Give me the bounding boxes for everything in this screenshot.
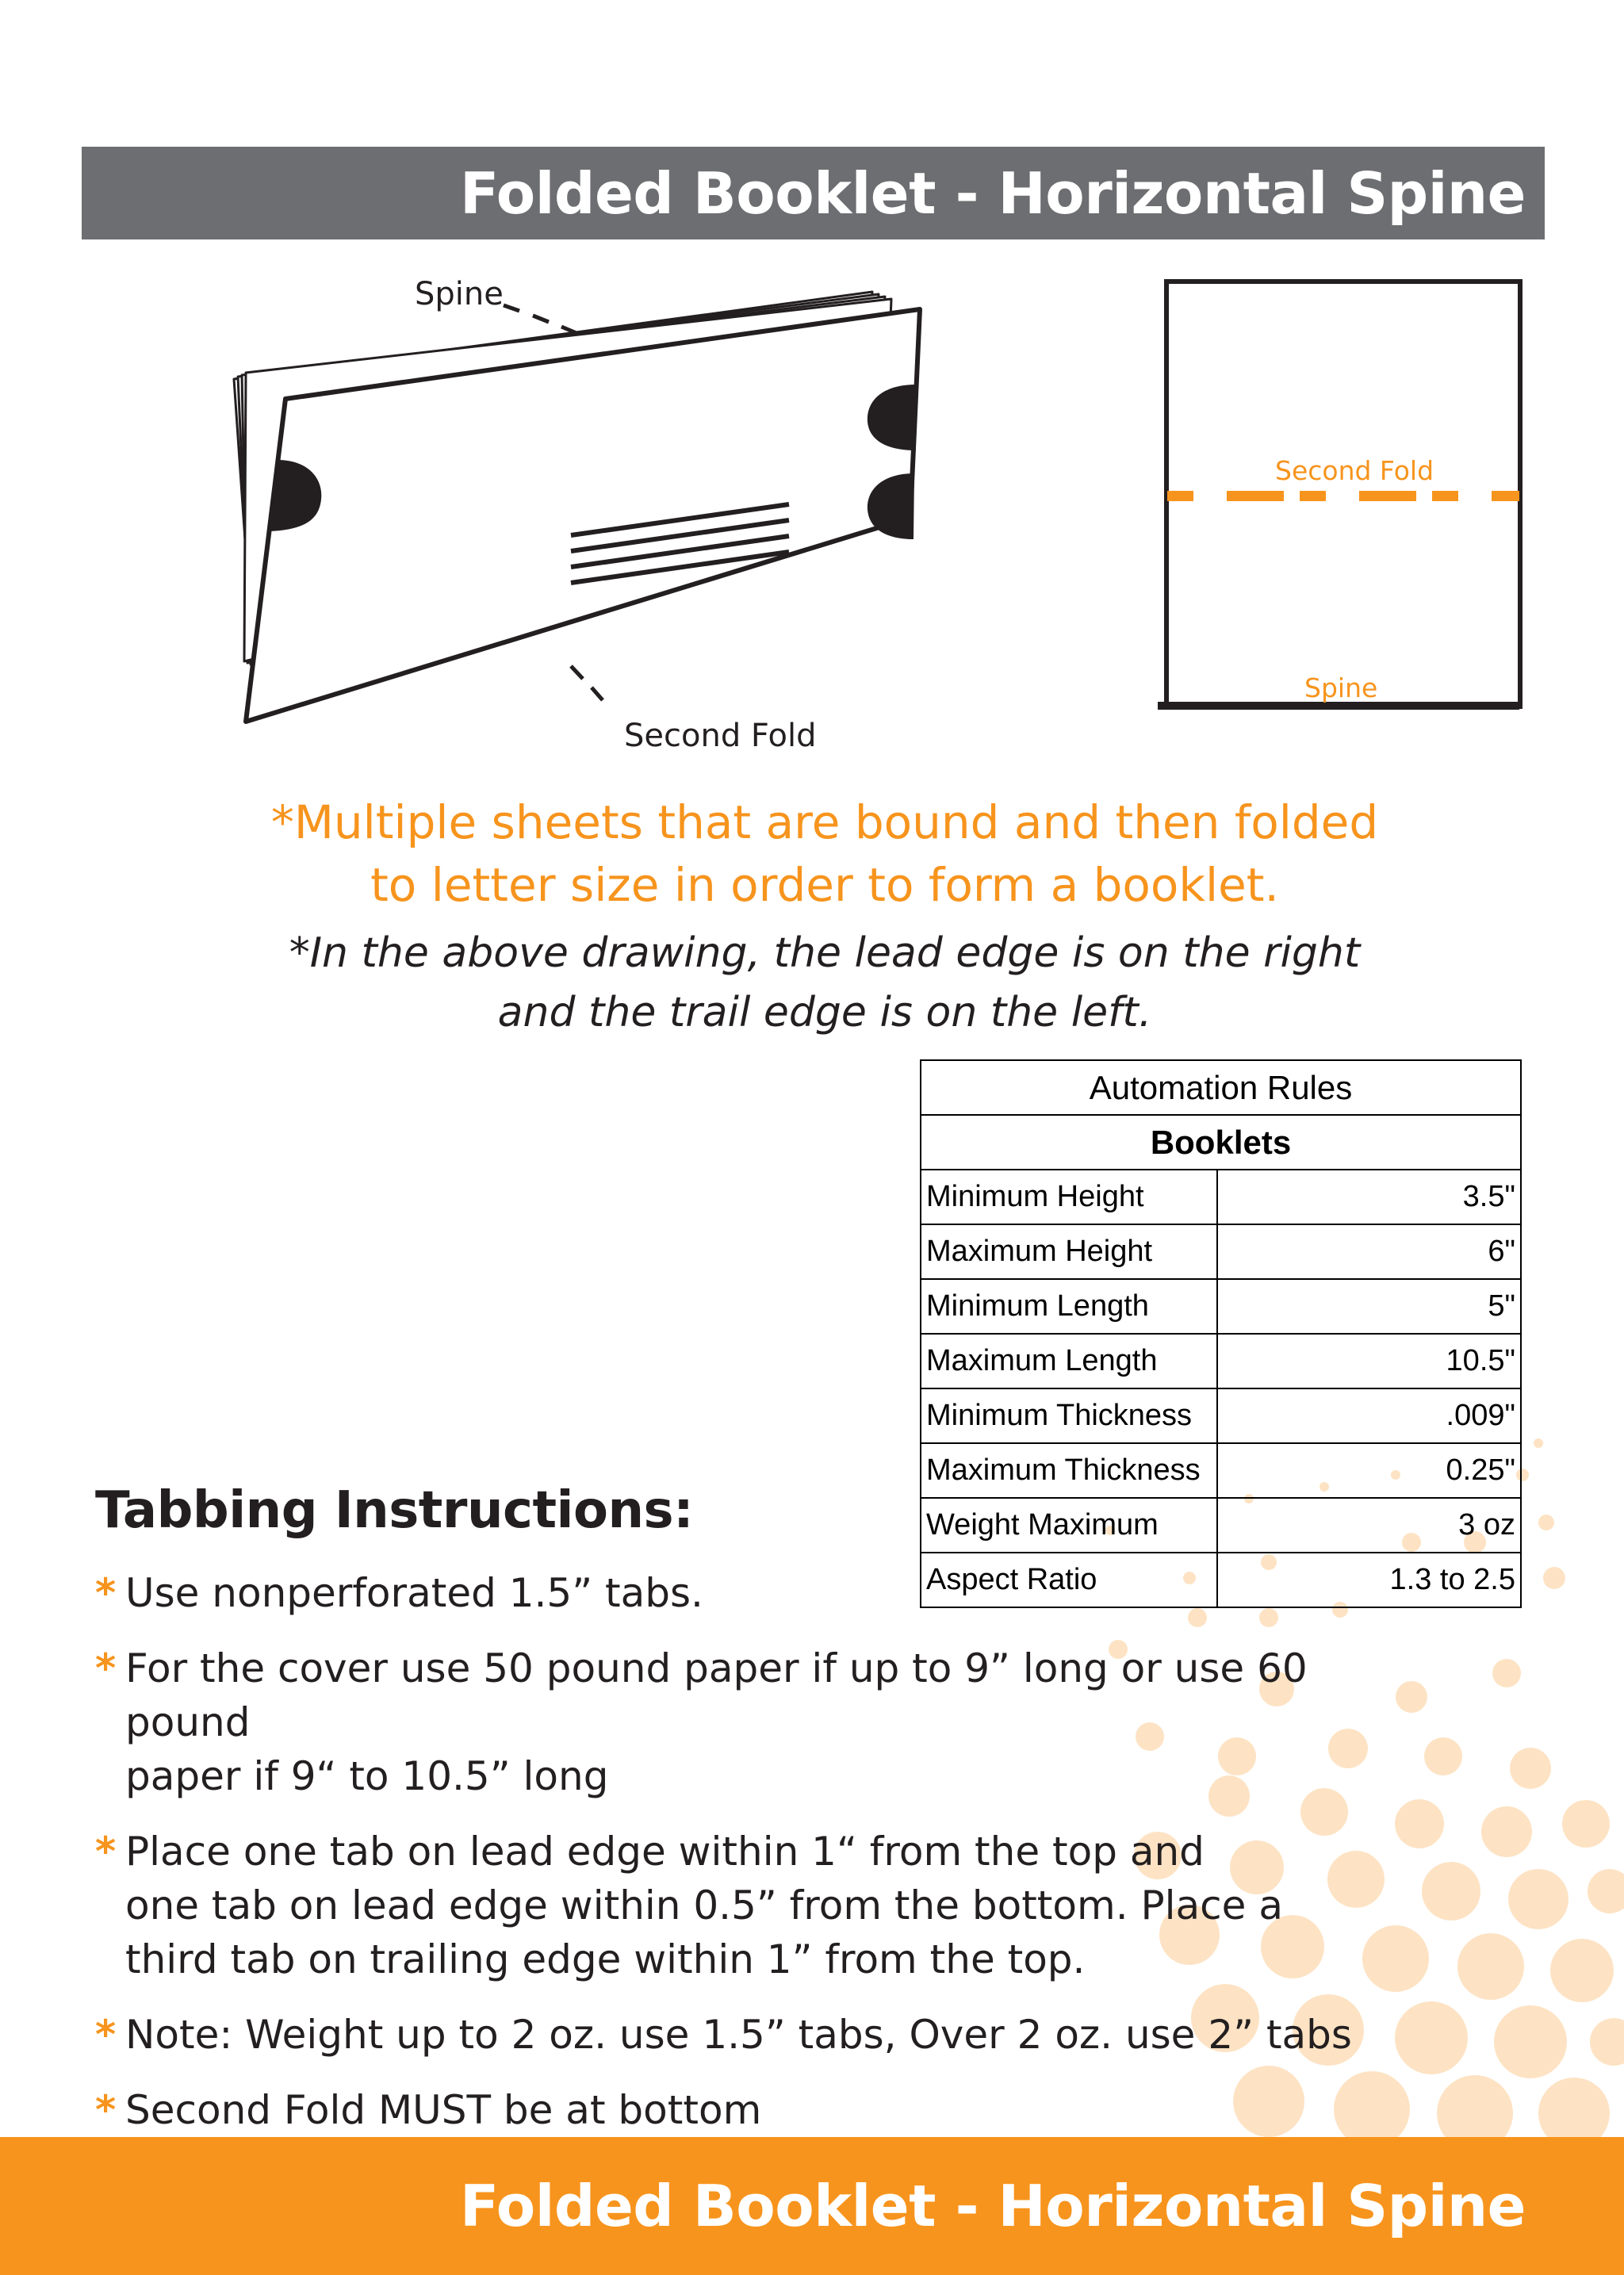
list-item-line: one tab on lead edge within 0.5” from the bottom. Place a (125, 1882, 1283, 1928)
drawing-note (198, 924, 1451, 1043)
rule-label: Minimum Length (921, 1279, 1217, 1334)
list-item-line: For the cover use 50 pound paper if up to 9” long or use 60 pound (125, 1645, 1308, 1745)
rule-value: 3 oz (1217, 1498, 1521, 1553)
rule-label: Maximum Thickness (921, 1443, 1217, 1498)
booklet-drawing (222, 270, 936, 761)
rule-label: Maximum Length (921, 1334, 1217, 1388)
diagram-fold-label: Second Fold (1275, 455, 1434, 486)
rule-value: 5" (1217, 1279, 1521, 1334)
list-item-line: Note: Weight up to 2 oz. use 1.5” tabs, Over 2 oz. use 2” tabs (125, 2012, 1352, 2058)
list-item-line: Place one tab on lead edge within 1“ from the top and (125, 1829, 1205, 1875)
table-caption-row (921, 1060, 1521, 1115)
note-line: and the trail edge is on the left. (497, 989, 1152, 1036)
header-title: Folded Booklet - Horizontal Spine (460, 159, 1526, 227)
description-line: to letter size in order to form a booklet. (370, 858, 1279, 912)
table-row (921, 1388, 1521, 1443)
description-line: *Multiple sheets that are bound and then folded (270, 795, 1379, 849)
table-row (921, 1443, 1521, 1498)
bullet-asterisk: * (95, 2012, 117, 2058)
table-row (921, 1279, 1521, 1334)
list-item (95, 1825, 1396, 1986)
booklet-description (198, 791, 1451, 917)
list-item-line: Use nonperforated 1.5” tabs. (125, 1570, 703, 1616)
fold-dashed-line (1167, 491, 1519, 501)
rule-label: Aspect Ratio (921, 1553, 1217, 1607)
footer-title: Folded Booklet - Horizontal Spine (460, 2173, 1526, 2239)
rule-value: 1.3 to 2.5 (1217, 1553, 1521, 1607)
table-row (921, 1224, 1521, 1279)
rule-value: 0.25" (1217, 1443, 1521, 1498)
list-item-line: third tab on trailing edge within 1” from the top. (125, 1936, 1086, 1982)
illustration-spine-label: Spine (415, 276, 504, 312)
table-heading: Booklets (921, 1115, 1521, 1170)
table-row (921, 1498, 1521, 1553)
table-heading-row (921, 1115, 1521, 1170)
list-item (95, 1566, 1396, 1620)
illustration-fold-label: Second Fold (624, 718, 817, 754)
automation-rules-table (920, 1059, 1522, 1608)
rule-value: 10.5" (1217, 1334, 1521, 1388)
list-item (95, 2083, 1396, 2137)
bullet-asterisk: * (95, 2087, 117, 2133)
list-item-line: paper if 9“ to 10.5” long (125, 1753, 609, 1799)
booklet-illustration (222, 270, 936, 761)
bullet-asterisk: * (95, 1570, 117, 1616)
diagram-spine-label: Spine (1304, 672, 1378, 703)
note-line: *In the above drawing, the lead edge is on the right (289, 929, 1361, 977)
header-banner (82, 147, 1545, 239)
rule-value: 6" (1217, 1224, 1521, 1279)
table-row (921, 1334, 1521, 1388)
footer-banner (0, 2137, 1624, 2275)
list-item (95, 1641, 1396, 1803)
list-item (95, 2008, 1396, 2062)
bullet-asterisk: * (95, 1829, 117, 1875)
rule-value: 3.5" (1217, 1170, 1521, 1224)
rule-label: Weight Maximum (921, 1498, 1217, 1553)
tabbing-list (95, 1566, 1396, 2158)
rule-label: Minimum Thickness (921, 1388, 1217, 1443)
rule-label: Minimum Height (921, 1170, 1217, 1224)
list-item-line: Second Fold MUST be at bottom (125, 2087, 762, 2133)
rule-label: Maximum Height (921, 1224, 1217, 1279)
rule-value: .009" (1217, 1388, 1521, 1443)
table-caption: Automation Rules (921, 1060, 1521, 1115)
bullet-asterisk: * (95, 1645, 117, 1691)
tabbing-heading: Tabbing Instructions: (95, 1481, 694, 1540)
table-row (921, 1170, 1521, 1224)
